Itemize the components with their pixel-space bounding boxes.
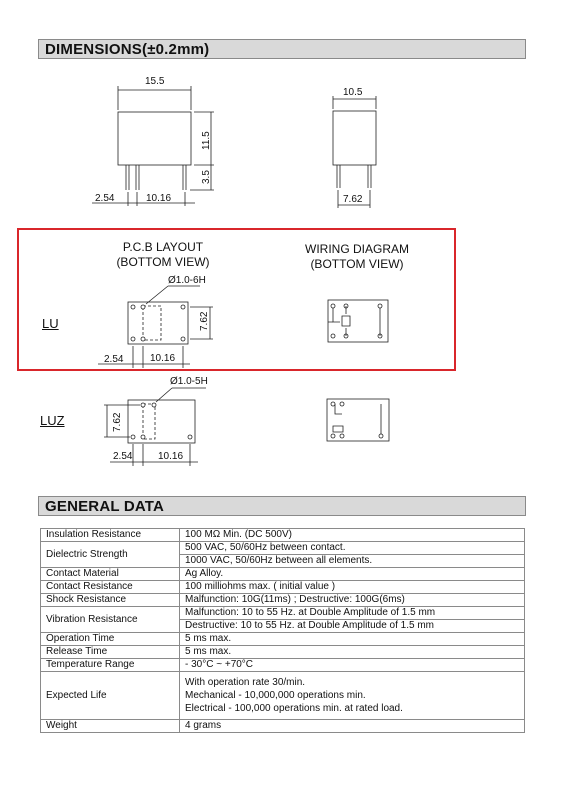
spec-key: Insulation Resistance: [41, 529, 180, 542]
spec-value: 100 MΩ Min. (DC 500V): [180, 529, 525, 542]
spec-line: Electrical - 100,000 operations min. at rated load.: [185, 703, 403, 714]
general-data-header: [38, 496, 526, 516]
spec-key: Contact Resistance: [41, 581, 180, 594]
spec-key: Contact Material: [41, 568, 180, 581]
front-width-label: 15.5: [145, 76, 165, 87]
table-row: [41, 581, 525, 594]
spec-key: Weight: [41, 720, 180, 733]
spec-value: 5 ms max.: [180, 633, 525, 646]
pcb-caption-line2: (BOTTOM VIEW): [116, 255, 210, 269]
side-pin-spacing-label: 7.62: [343, 194, 363, 205]
table-row: [41, 607, 525, 620]
spec-value-multiline: [180, 672, 525, 720]
spec-key: Expected Life: [41, 672, 180, 720]
spec-key: Shock Resistance: [41, 594, 180, 607]
luz-spacing: 10.16: [158, 451, 184, 462]
spec-key: Temperature Range: [41, 659, 180, 672]
table-row: [41, 529, 525, 542]
table-row: [41, 568, 525, 581]
luz-offset: 2.54: [113, 451, 133, 462]
pin-length-label: 3.5: [201, 170, 212, 184]
spec-key: Vibration Resistance: [41, 607, 180, 633]
spec-value: Destructive: 10 to 55 Hz. at Double Amplitude of 1.5 mm: [180, 620, 525, 633]
pcb-layout-caption: [103, 240, 223, 270]
side-width-label: 10.5: [343, 87, 363, 98]
wiring-diagram-caption: [296, 242, 418, 272]
wiring-caption-line2: (BOTTOM VIEW): [310, 257, 404, 271]
luz-hole-note: Ø1.0-5H: [170, 376, 208, 387]
table-row: [41, 720, 525, 733]
spec-key: Dielectric Strength: [41, 542, 180, 568]
general-data-title: GENERAL DATA: [45, 498, 165, 515]
spec-value: 5 ms max.: [180, 646, 525, 659]
spec-line: With operation rate 30/min.: [185, 677, 306, 688]
lu-variant-label: LU: [42, 316, 59, 331]
lu-row-spacing: 7.62: [199, 311, 210, 331]
luz-variant-label: LUZ: [40, 413, 65, 428]
spec-value: Ag Alloy.: [180, 568, 525, 581]
table-row: [41, 542, 525, 555]
lu-spacing: 10.16: [150, 353, 176, 364]
lu-offset: 2.54: [104, 354, 124, 365]
luz-row-spacing: 7.62: [112, 412, 123, 432]
spec-value: 100 milliohms max. ( initial value ): [180, 581, 525, 594]
spec-value: Malfunction: 10G(11ms) ; Destructive: 100G(6ms): [180, 594, 525, 607]
spec-value: 4 grams: [180, 720, 525, 733]
pin-spacing-label: 10.16: [146, 193, 172, 204]
spec-value: 500 VAC, 50/60Hz between contact.: [180, 542, 525, 555]
front-view-drawing: [92, 86, 214, 206]
lu-hole-note: Ø1.0-6H: [168, 275, 206, 286]
front-height-label: 11.5: [201, 131, 212, 150]
pcb-caption-line1: P.C.B LAYOUT: [122, 240, 204, 254]
spec-value: - 30°C ~ +70°C: [180, 659, 525, 672]
spec-key: Operation Time: [41, 633, 180, 646]
wiring-caption-line1: WIRING DIAGRAM: [305, 242, 409, 256]
table-row: [41, 646, 525, 659]
general-data-table: [40, 528, 525, 733]
spec-line: Mechanical - 10,000,000 operations min.: [185, 690, 366, 701]
table-row: [41, 594, 525, 607]
dimensions-title: DIMENSIONS(±0.2mm): [45, 41, 210, 58]
spec-value: 1000 VAC, 50/60Hz between all elements.: [180, 555, 525, 568]
table-row: [41, 672, 525, 720]
luz-wiring-diagram: [327, 399, 389, 441]
side-view-drawing: [333, 96, 376, 208]
pin-offset-label: 2.54: [95, 193, 115, 204]
table-row: [41, 633, 525, 646]
table-row: [41, 659, 525, 672]
spec-key: Release Time: [41, 646, 180, 659]
spec-value: Malfunction: 10 to 55 Hz. at Double Amplitude of 1.5 mm: [180, 607, 525, 620]
